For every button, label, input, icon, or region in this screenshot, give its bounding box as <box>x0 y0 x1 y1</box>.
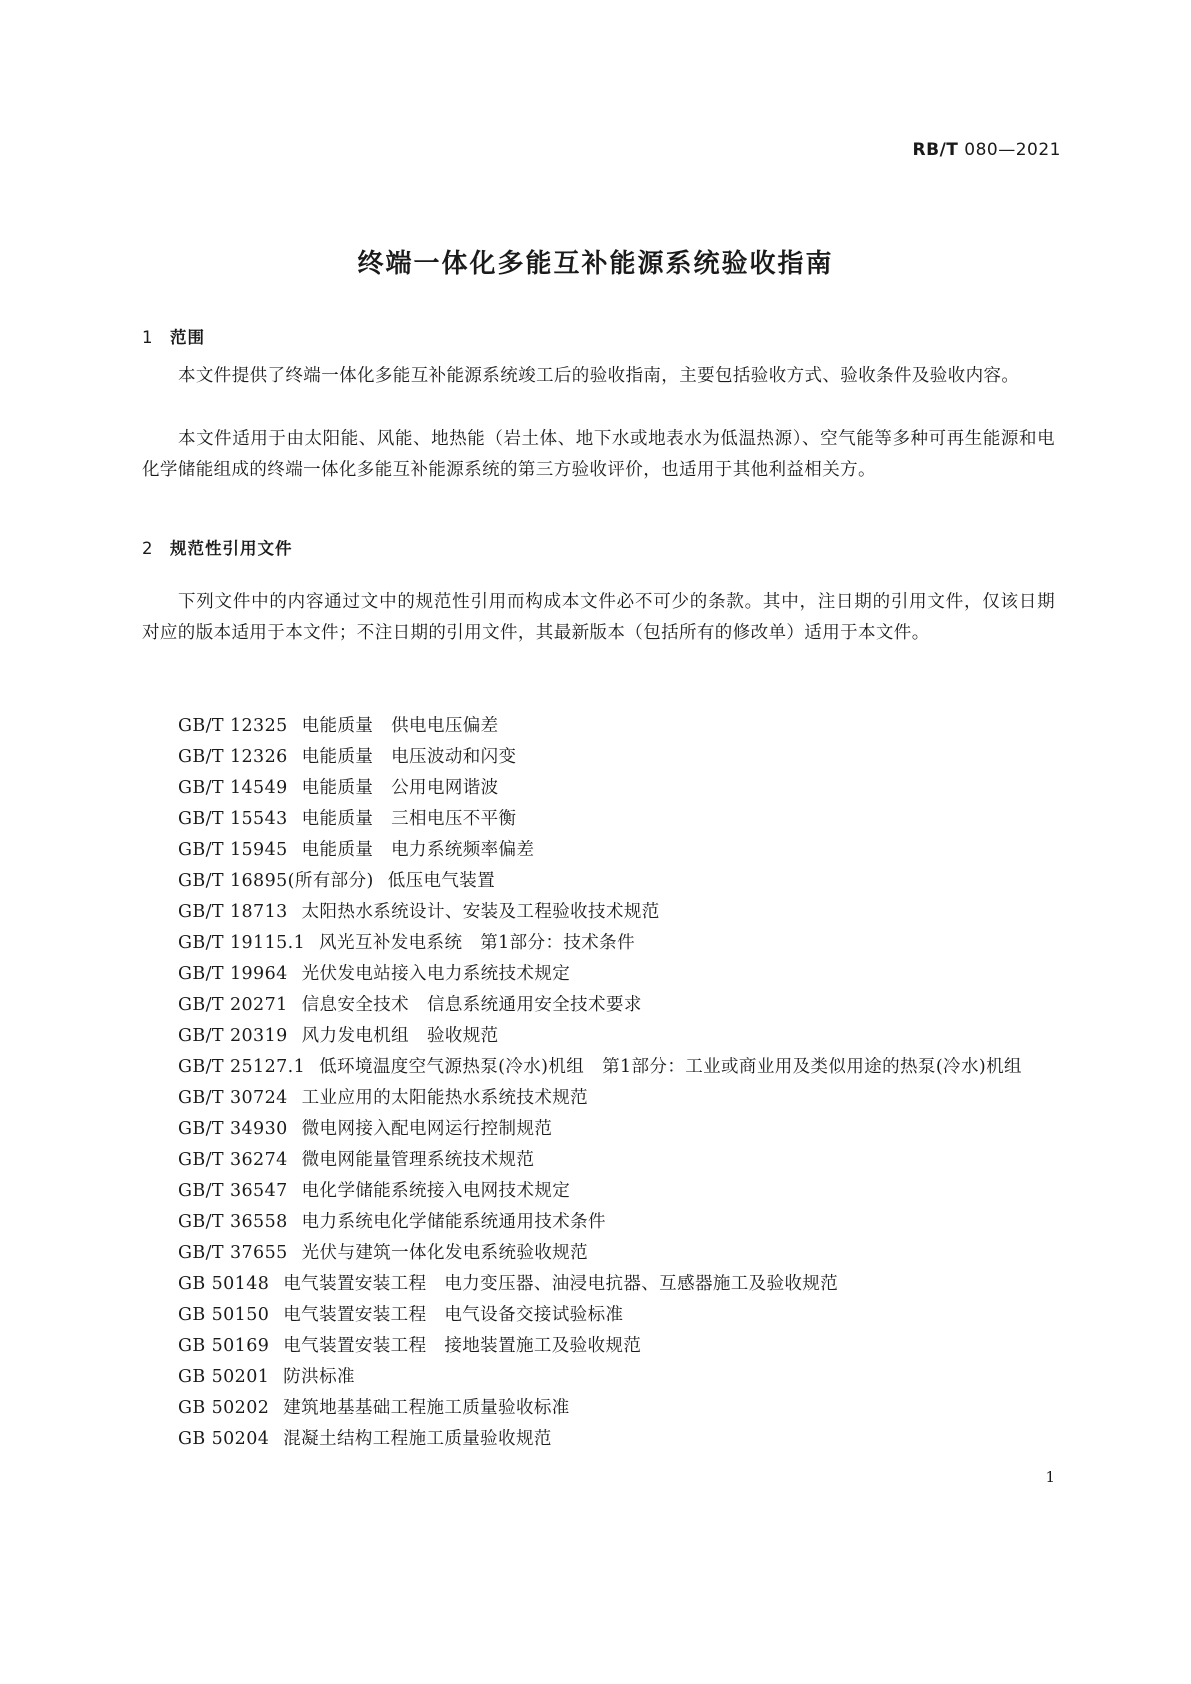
reference-code: GB/T 16895(所有部分) <box>178 871 374 891</box>
reference-item <box>142 1021 1055 1052</box>
reference-title: 电力系统电化学储能系统通用技术条件 <box>301 1212 606 1232</box>
reference-item <box>142 1176 1055 1207</box>
reference-code: GB/T 12325 <box>178 716 288 736</box>
reference-code: GB/T 20319 <box>178 1026 288 1046</box>
reference-code: GB/T 14549 <box>178 778 288 798</box>
reference-code: GB 50202 <box>178 1398 270 1418</box>
reference-item <box>142 897 1055 928</box>
document-code <box>913 140 1061 160</box>
reference-item <box>142 742 1055 773</box>
section-1-title: 范围 <box>170 328 205 347</box>
reference-code: GB/T 19964 <box>178 964 288 984</box>
reference-item <box>142 1362 1055 1393</box>
reference-title: 电能质量 三相电压不平衡 <box>301 809 517 829</box>
reference-item <box>142 1083 1055 1114</box>
reference-title: 低环境温度空气源热泵(冷水)机组 第1部分：工业或商业用及类似用途的热泵(冷水)机组 <box>319 1057 1022 1077</box>
reference-title: 低压电气装置 <box>387 871 496 891</box>
reference-item <box>142 866 1055 897</box>
reference-code: GB/T 36558 <box>178 1212 288 1232</box>
reference-item <box>142 990 1055 1021</box>
reference-item <box>142 804 1055 835</box>
reference-title: 电气装置安装工程 电力变压器、油浸电抗器、互感器施工及验收规范 <box>283 1274 839 1294</box>
reference-title: 混凝土结构工程施工质量验收规范 <box>283 1429 552 1449</box>
reference-title: 信息安全技术 信息系统通用安全技术要求 <box>301 995 642 1015</box>
reference-title: 风光互补发电系统 第1部分：技术条件 <box>319 933 635 953</box>
document-title: 终端一体化多能互补能源系统验收指南 <box>357 249 834 279</box>
reference-code: GB/T 18713 <box>178 902 288 922</box>
reference-code: GB 50150 <box>178 1305 270 1325</box>
reference-title: 电气装置安装工程 接地装置施工及验收规范 <box>283 1336 642 1356</box>
reference-title: 光伏与建筑一体化发电系统验收规范 <box>301 1243 589 1263</box>
reference-title: 电能质量 电压波动和闪变 <box>301 747 517 767</box>
reference-title: 光伏发电站接入电力系统技术规定 <box>301 964 571 984</box>
reference-code: GB/T 25127.1 <box>178 1057 306 1077</box>
section-1-paragraph-1: 本文件提供了终端一体化多能互补能源系统竣工后的验收指南，主要包括验收方式、验收条件及验收内容。 <box>178 366 1020 386</box>
reference-title: 电化学储能系统接入电网技术规定 <box>301 1181 571 1201</box>
reference-code: GB 50201 <box>178 1367 270 1387</box>
reference-item <box>142 1145 1055 1176</box>
reference-item <box>142 1424 1055 1455</box>
reference-item <box>142 835 1055 866</box>
reference-item <box>142 1052 1055 1083</box>
reference-item <box>142 1114 1055 1145</box>
reference-item <box>142 1269 1055 1300</box>
reference-title: 建筑地基基础工程施工质量验收标准 <box>283 1398 570 1418</box>
reference-title: 防洪标准 <box>283 1367 355 1387</box>
reference-item <box>142 1331 1055 1362</box>
section-1-number: 1 <box>142 328 154 347</box>
section-1-paragraph-2: 本文件适用于由太阳能、风能、地热能（岩土体、地下水或地表水为低温热源）、空气能等多种可再生能源和电化学储能组成的终端一体化多能互补能源系统的第三方验收评价，也适用于其他利益相关方。 <box>142 429 1055 480</box>
section-2-intro: 下列文件中的内容通过文中的规范性引用而构成本文件必不可少的条款。其中，注日期的引用文件，仅该日期对应的版本适用于本文件；不注日期的引用文件，其最新版本（包括所有的修改单）适用于本文件。 <box>142 592 1055 643</box>
reference-item <box>142 1238 1055 1269</box>
section-1-heading <box>142 324 205 348</box>
reference-code: GB/T 12326 <box>178 747 288 767</box>
reference-code: GB/T 15543 <box>178 809 288 829</box>
reference-code: GB/T 34930 <box>178 1119 288 1139</box>
reference-code: GB/T 36547 <box>178 1181 288 1201</box>
reference-title: 太阳热水系统设计、安装及工程验收技术规范 <box>301 902 660 922</box>
reference-code: GB/T 19115.1 <box>178 933 306 953</box>
reference-title: 风力发电机组 验收规范 <box>301 1026 499 1046</box>
reference-title: 电气装置安装工程 电气设备交接试验标准 <box>283 1305 624 1325</box>
reference-item <box>142 1300 1055 1331</box>
reference-title: 微电网能量管理系统技术规范 <box>301 1150 535 1170</box>
reference-code: GB/T 30724 <box>178 1088 288 1108</box>
section-2-title: 规范性引用文件 <box>170 539 293 558</box>
reference-title: 电能质量 公用电网谐波 <box>301 778 499 798</box>
reference-code: GB 50148 <box>178 1274 270 1294</box>
reference-code: GB/T 15945 <box>178 840 288 860</box>
section-2-heading <box>142 535 293 559</box>
reference-item <box>142 773 1055 804</box>
reference-code: GB 50169 <box>178 1336 270 1356</box>
page-number: 1 <box>1045 1468 1055 1486</box>
reference-item <box>142 1207 1055 1238</box>
reference-title: 微电网接入配电网运行控制规范 <box>301 1119 553 1139</box>
document-code-prefix: RB/T <box>912 140 959 160</box>
reference-title: 工业应用的太阳能热水系统技术规范 <box>301 1088 589 1108</box>
reference-title: 电能质量 供电电压偏差 <box>301 716 499 736</box>
reference-item <box>142 711 1055 742</box>
document-code-number: 080—2021 <box>964 140 1061 160</box>
reference-item <box>142 1393 1055 1424</box>
reference-title: 电能质量 电力系统频率偏差 <box>301 840 535 860</box>
section-2-number: 2 <box>142 539 154 558</box>
normative-reference-list <box>142 711 1055 1455</box>
reference-item <box>142 959 1055 990</box>
reference-code: GB/T 20271 <box>178 995 288 1015</box>
reference-code: GB/T 37655 <box>178 1243 288 1263</box>
reference-code: GB/T 36274 <box>178 1150 288 1170</box>
reference-code: GB 50204 <box>178 1429 270 1449</box>
reference-item <box>142 928 1055 959</box>
